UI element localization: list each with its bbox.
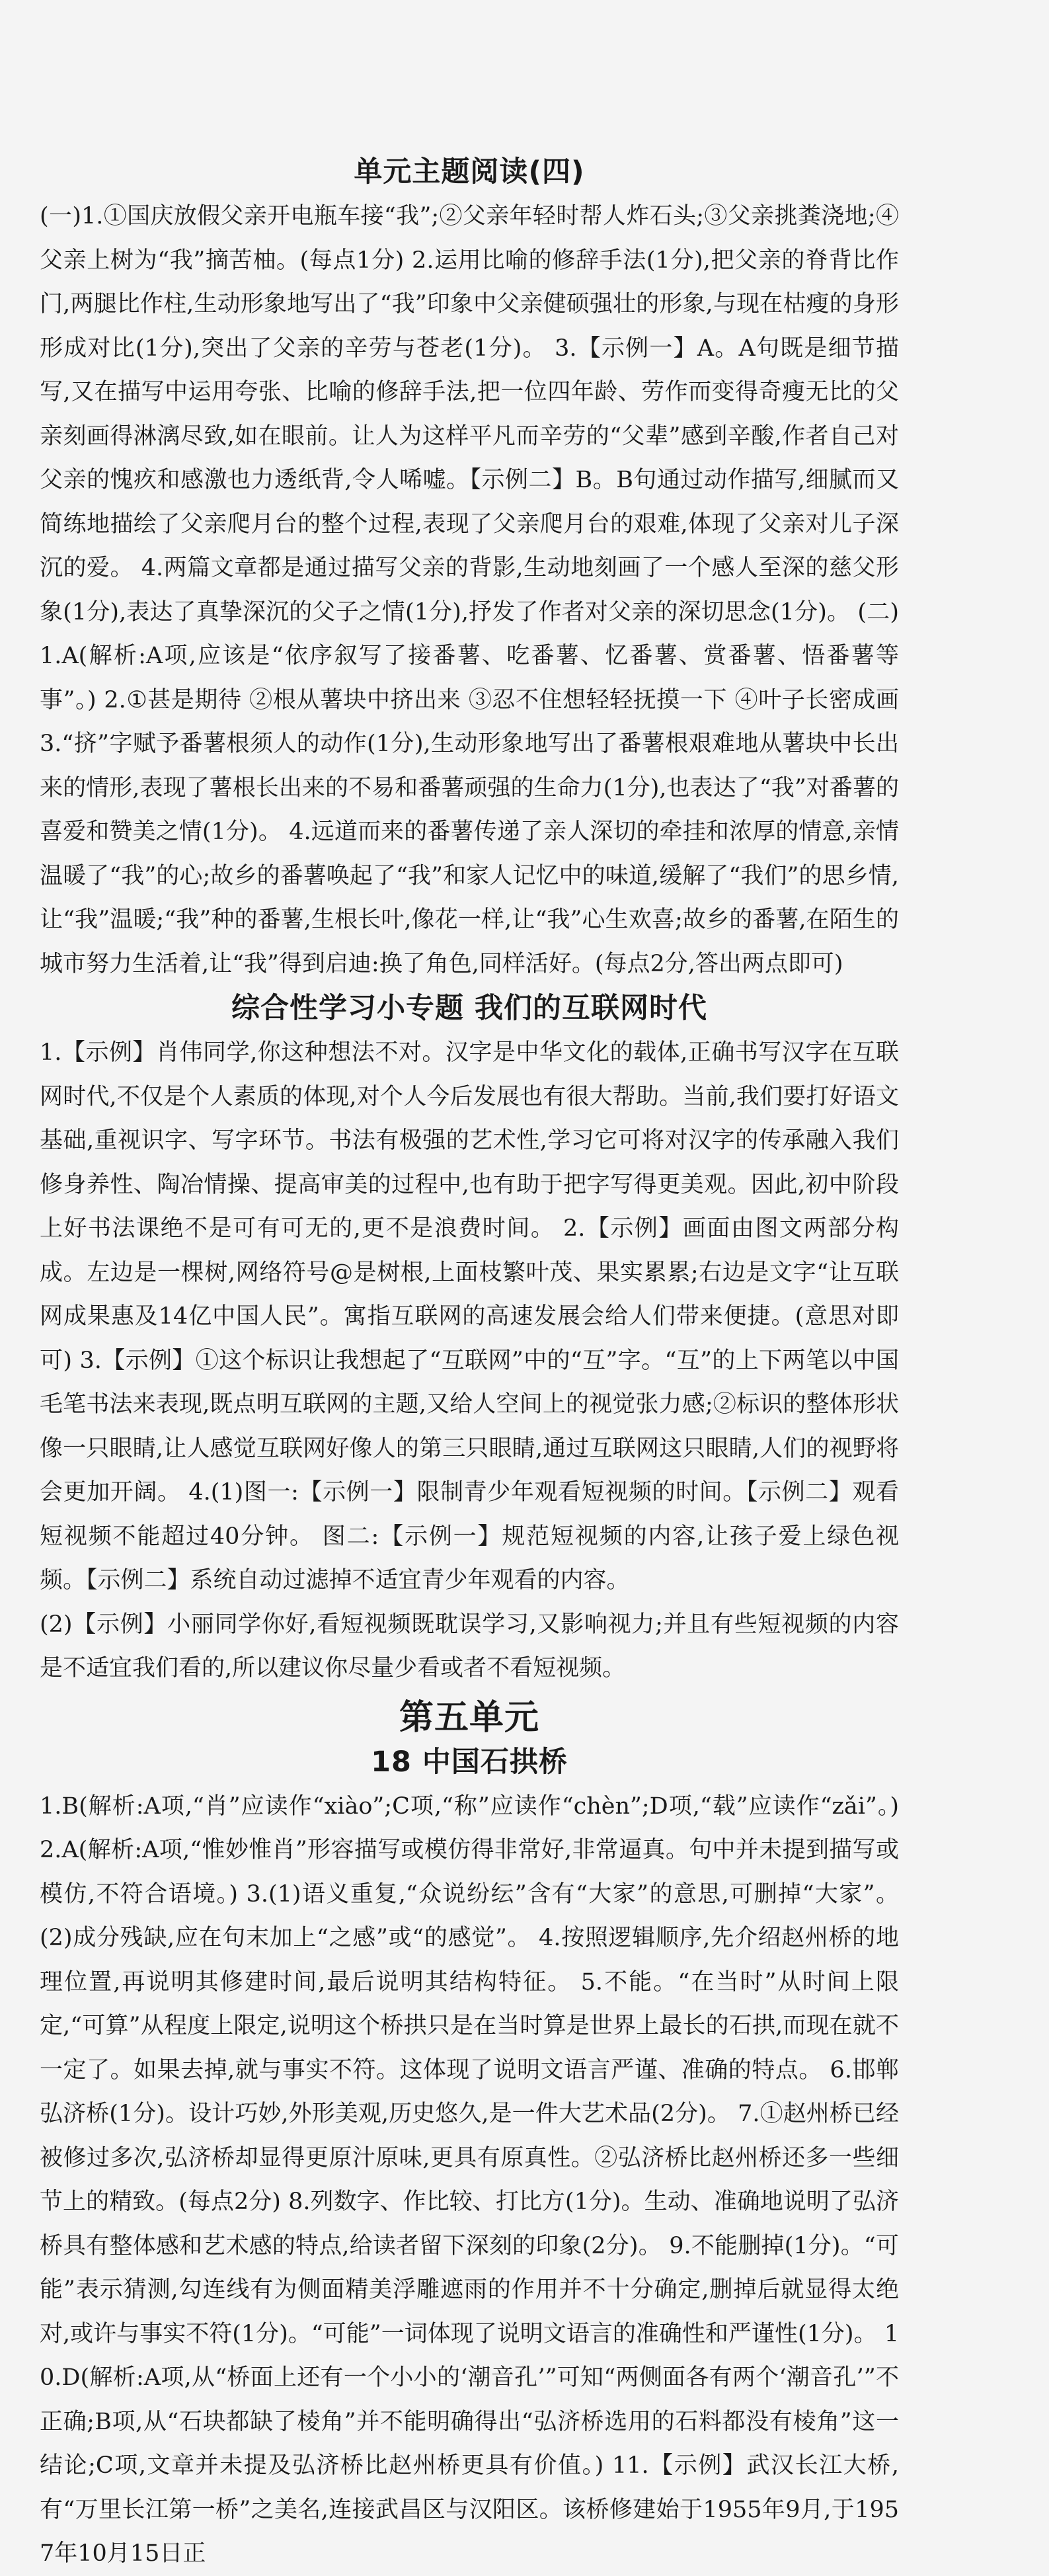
answer-page [40,152,899,2576]
unit-title: 第五单元 [399,1697,539,1738]
section-text-internet-topic: 1.【示例】肖伟同学,你这种想法不对。汉字是中华文化的载体,正确书写汉字在互联网时代,不仅是个人素质的体现,对个人今后发展也有很大帮助。当前,我们要打好语文基础,重视识字、写字环节。书法有极强的艺术性,学习它可将对汉字的传承融入我们修身养性、陶冶情操、提高审美的过程中,也有助于把字写得更美观。因此,初中阶段上好书法课绝不是可有可无的,更不是浪费时间。 2.【示例】画面由图文两部分构成。左边是一棵树,网络符号@是树根,上面枝繁叶茂、果实累累;右边是文字“让互联网成果惠及14亿中国人民”。寓指互联网的高速发展会给人们带来便捷。(意思对即可) 3.【示例】①这个标识让我想起了“互联网”中的“互”字。“互”的上下两笔以中国毛笔书法来表现,既点明互联网的主题,又给人空间上的视觉张力感;②标识的整体形状像一只眼睛,让人感觉互联网好像人的第三只眼睛,通过互联网这只眼睛,人们的视野将会更加开阔。 4.(1)图一:【示例一】限制青少年观看短视频的时间。【示例二】观看短视频不能超过40分钟。 图二:【示例一】规范短视频的内容,让孩子爱上绿色视频。【示例二】系统自动过滤掉不适宜青少年观看的内容。 [40,1039,899,1593]
section-title-internet-topic: 综合性学习小专题 我们的互联网时代 [231,992,707,1025]
section-title-unit-reading: 单元主题阅读(四) [354,155,585,188]
lesson-title: 18 中国石拱桥 [371,1745,568,1779]
section-text-lesson-18: 1.B(解析:A项,“肖”应读作“xiào”;C项,“称”应读作“chèn”;D项,“载”应读作“zǎi”。) 2.A(解析:A项,“惟妙惟肖”形容描写或模仿得非常好,非常逼真。句中并未提到描写或模仿,不符合语境。) 3.(1)语义重复,“众说纷纭”含有“大家”的意思,可删掉“大家”。 (2)成分残缺,应在句末加上“之感”或“的感觉”。 4.按照逻辑顺序,先介绍赵州桥的地理位置,再说明其修建时间,最后说明其结构特征。 5.不能。“在当时”从时间上限定,“可算”从程度上限定,说明这个桥拱只是在当时算是世界上最长的石拱,而现在就不一定了。如果去掉,就与事实不符。这体现了说明文语言严谨、准确的特点。 6.邯郸弘济桥(1分)。设计巧妙,外形美观,历史悠久,是一件大艺术品(2分)。 7.①赵州桥已经被修过多次,弘济桥却显得更原汁原味,更具有原真性。②弘济桥比赵州桥还多一些细节上的精致。(每点2分) 8.列数字、作比较、打比方(1分)。生动、准确地说明了弘济桥具有整体感和艺术感的特点,给读者留下深刻的印象(2分)。 9.不能删掉(1分)。“可能”表示猜测,勾连线有为侧面精美浮雕遮雨的作用并不十分确定,删掉后就显得太绝对,或许与事实不符(1分)。“可能”一词体现了说明文语言的准确性和严谨性(1分)。 10.D(解析:A项,从“桥面上还有一个小小的‘潮音孔’”可知“两侧面各有两个‘潮音孔’”不正确;B项,从“石块都缺了棱角”并不能明确得出“弘济桥选用的石料都没有棱角”这一结论;C项,文章并未提及弘济桥比赵州桥更具有价值。) 11.【示例】武汉长江大桥,有“万里长江第一桥”之美名,连接武昌区与汉阳区。该桥修建始于1955年9月,于1957年10月15日正 [40,1792,899,2567]
section-text-internet-topic-2: (2)【示例】小丽同学你好,看短视频既耽误学习,又影响视力;并且有些短视频的内容是不适宜我们看的,所以建议你尽量少看或者不看短视频。 [40,1611,899,1681]
section-text-unit-reading: (一)1.①国庆放假父亲开电瓶车接“我”;②父亲年轻时帮人炸石头;③父亲挑粪浇地;④父亲上树为“我”摘苦柚。(每点1分) 2.运用比喻的修辞手法(1分),把父亲的脊背比作门,两腿比作柱,生动形象地写出了“我”印象中父亲健硕强壮的形象,与现在枯瘦的身形形成对比(1分),突出了父亲的辛劳与苍老(1分)。 3.【示例一】A。A句既是细节描写,又在描写中运用夸张、比喻的修辞手法,把一位四年龄、劳作而变得奇瘦无比的父亲刻画得淋漓尽致,如在眼前。让人为这样平凡而辛劳的“父辈”感到辛酸,作者自己对父亲的愧疚和感激也力透纸背,令人唏嘘。【示例二】B。B句通过动作描写,细腻而又简练地描绘了父亲爬月台的整个过程,表现了父亲爬月台的艰难,体现了父亲对儿子深沉的爱。 4.两篇文章都是通过描写父亲的背影,生动地刻画了一个感人至深的慈父形象(1分),表达了真挚深沉的父子之情(1分),抒发了作者对父亲的深切思念(1分)。 (二)1.A(解析:A项,应该是“依序叙写了接番薯、吃番薯、忆番薯、赏番薯、悟番薯等事”。) 2.①甚是期待 ②根从薯块中挤出来 ③忍不住想轻轻抚摸一下 ④叶子长密成画 3.“挤”字赋予番薯根须人的动作(1分),生动形象地写出了番薯根艰难地从薯块中长出来的情形,表现了薯根长出来的不易和番薯顽强的生命力(1分),也表达了“我”对番薯的喜爱和赞美之情(1分)。 4.远道而来的番薯传递了亲人深切的牵挂和浓厚的情意,亲情温暖了“我”的心;故乡的番薯唤起了“我”和家人记忆中的味道,缓解了“我们”的思乡情,让“我”温暖;“我”种的番薯,生根长叶,像花一样,让“我”心生欢喜;故乡的番薯,在陌生的城市努力生活着,让“我”得到启迪:换了角色,同样活好。(每点2分,答出两点即可) [40,203,899,977]
